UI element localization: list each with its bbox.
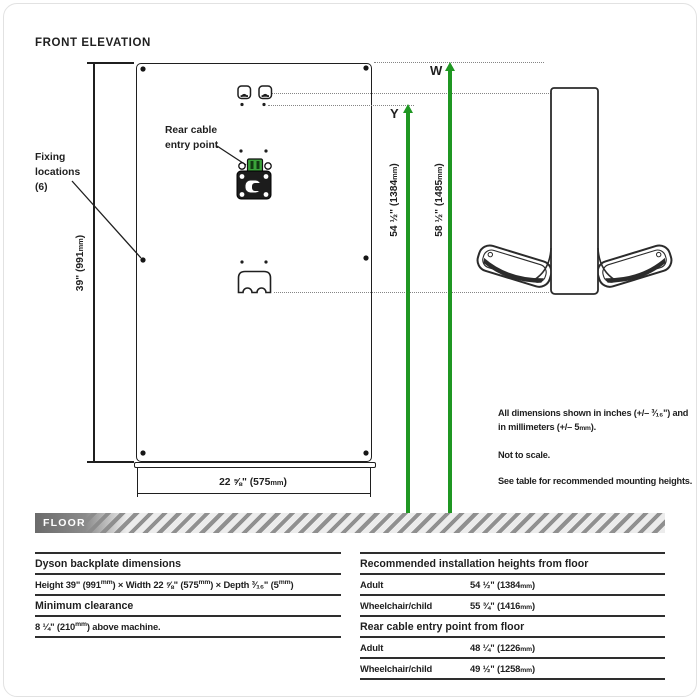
cable-wheelchair-value: 49 ½" (1258mm) bbox=[470, 663, 535, 674]
backplate-table-header: Dyson backplate dimensions bbox=[35, 554, 341, 575]
width-dim-label: 22 ⅝" (575mm) bbox=[219, 477, 287, 488]
backplate-table bbox=[35, 552, 341, 638]
marker-y-value: 54 ½" (1384mm) bbox=[389, 163, 400, 237]
fixing-holes-icon bbox=[140, 65, 368, 455]
marker-y-line bbox=[406, 112, 411, 513]
height-dim-label: 39" (991mm) bbox=[75, 234, 86, 292]
install-heights-header: Recommended installation heights from floor bbox=[360, 554, 665, 575]
install-adult-label: Adult bbox=[360, 579, 384, 590]
fixing-locations-line3: (6) bbox=[35, 182, 48, 193]
marker-w-value: 58 ½" (1485mm) bbox=[434, 163, 445, 237]
floor-label: FLOOR bbox=[35, 513, 127, 533]
fixing-locations-line2: locations bbox=[35, 167, 81, 178]
install-wheelchair-value: 55 ¾" (1416mm) bbox=[470, 600, 535, 611]
dryer-trunk bbox=[551, 88, 598, 294]
install-wheelchair-label: Wheelchair/child bbox=[360, 600, 433, 611]
marker-w-letter: W bbox=[430, 63, 443, 78]
cable-adult-label: Adult bbox=[360, 642, 384, 653]
install-adult-row bbox=[360, 575, 665, 596]
clearance-header: Minimum clearance bbox=[35, 596, 341, 617]
note-scale: Not to scale. bbox=[498, 450, 551, 460]
floor-bar bbox=[35, 513, 665, 533]
dryer-left-arm bbox=[475, 243, 554, 290]
cable-adult-row bbox=[360, 638, 665, 659]
notes-block bbox=[498, 406, 694, 500]
install-adult-value: 54 ½" (1384mm) bbox=[470, 579, 535, 590]
heights-table bbox=[360, 552, 665, 680]
cable-wheelchair-label: Wheelchair/child bbox=[360, 663, 433, 674]
fixing-leader-line bbox=[72, 181, 141, 258]
rear-cable-line1: Rear cable bbox=[165, 125, 218, 136]
rear-cable-line2: entry point bbox=[165, 140, 219, 151]
install-wheelchair-row bbox=[360, 596, 665, 617]
fixing-locations-line1: Fixing bbox=[35, 152, 66, 163]
hand-dryer-illustration bbox=[475, 88, 674, 294]
cable-wheelchair-row bbox=[360, 659, 665, 680]
hanging-hook-icons bbox=[238, 86, 272, 106]
cable-adult-value: 48 ¼" (1226mm) bbox=[470, 642, 535, 653]
note-table-ref: See table for recommended mounting heights. bbox=[498, 476, 693, 486]
clearance-row: 8 ¼" (210 mm ) above machine. bbox=[35, 617, 341, 638]
page-title: FRONT ELEVATION bbox=[35, 37, 151, 49]
note-tolerance: All dimensions shown in inches (+/– ³⁄₁₆") and in millimeters (+/– 5mm). bbox=[498, 408, 689, 432]
lower-bracket-icon bbox=[239, 260, 271, 292]
cable-entry-detail bbox=[237, 149, 271, 199]
marker-y-letter: Y bbox=[390, 106, 399, 121]
dryer-right-arm bbox=[595, 243, 674, 290]
rear-cable-leader-line bbox=[217, 146, 246, 165]
backplate-dimensions-row: Height 39" (991 mm ) × Width 22 ⅝" (575 mm ) × Depth ³⁄₁₆" (5 mm ) bbox=[35, 575, 341, 596]
cable-heights-header: Rear cable entry point from floor bbox=[360, 617, 665, 638]
